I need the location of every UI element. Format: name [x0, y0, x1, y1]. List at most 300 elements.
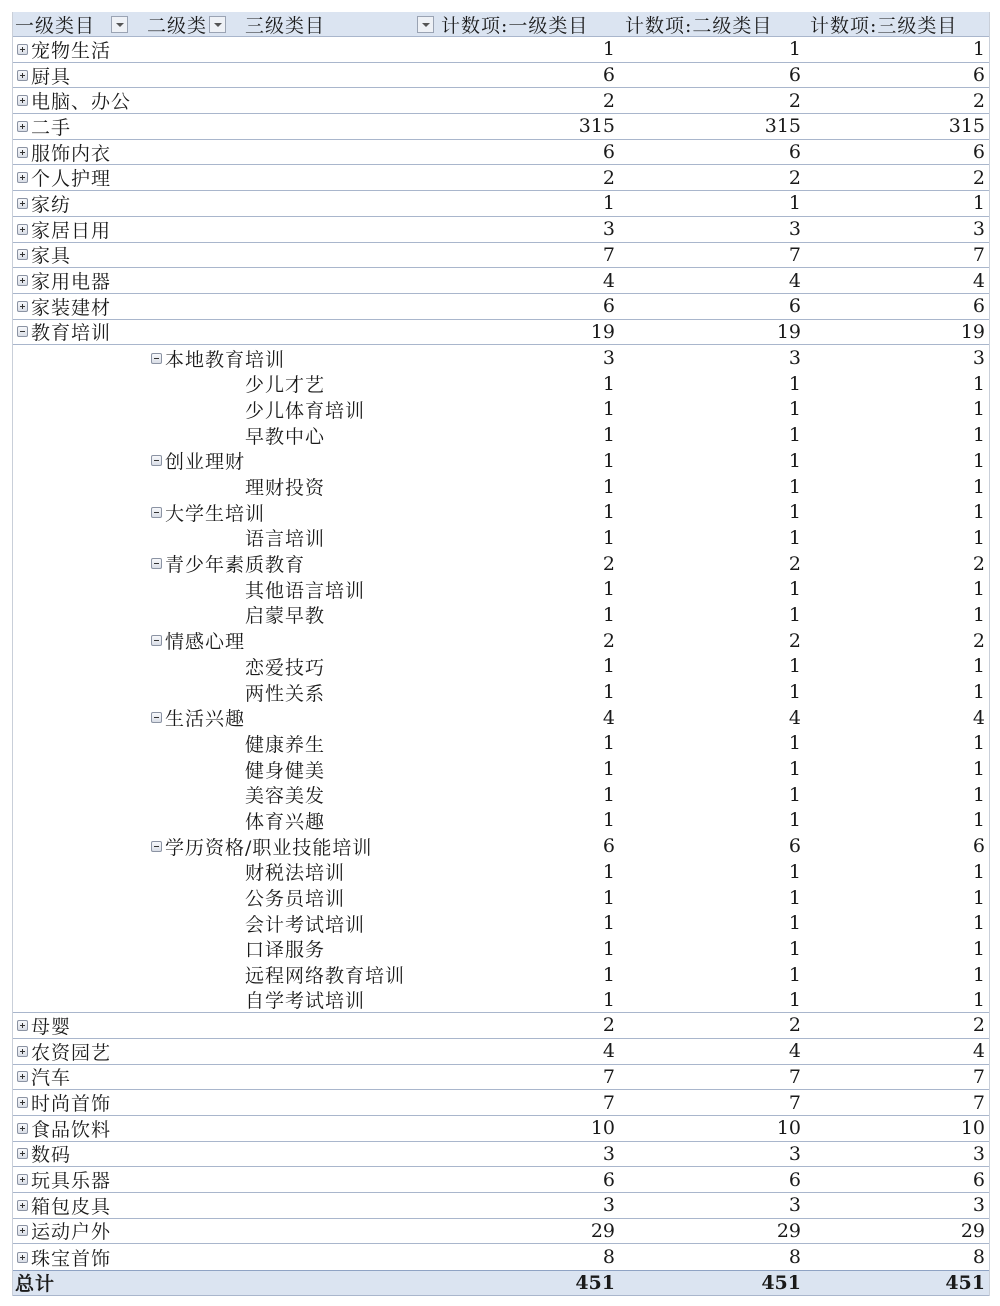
count-value-2: 1: [788, 732, 801, 755]
category-row-label-cell: [15, 217, 111, 242]
leaf-category-row-label-cell: [245, 859, 345, 885]
leaf-category-row-label[interactable]: 财税法培训: [245, 862, 346, 885]
leaf-category-row: [13, 987, 989, 1013]
leaf-category-row-label[interactable]: 两性关系: [245, 682, 326, 705]
collapse-minus-icon[interactable]: [17, 326, 28, 337]
count-value-3: 6: [972, 64, 985, 87]
category-row-label[interactable]: 电脑、办公: [31, 91, 132, 114]
category-row-label-cell: [15, 1219, 111, 1244]
leaf-category-row: [13, 474, 989, 500]
header-col3-label: 三级类目: [245, 14, 326, 37]
count-value-3: 1: [972, 192, 985, 215]
category-row-label-cell: [15, 1065, 71, 1090]
count-value-2: 19: [776, 320, 801, 343]
count-value-2: 1: [788, 578, 801, 601]
count-value-1: 1: [602, 38, 615, 61]
count-value-3: 1: [972, 937, 985, 960]
count-value-1: 1: [602, 988, 615, 1011]
count-value-2: 10: [776, 1117, 801, 1140]
count-value-1: 1: [602, 424, 615, 447]
count-value-3: 4: [972, 269, 985, 292]
count-value-2: 1: [788, 937, 801, 960]
leaf-category-row-label[interactable]: 健身健美: [245, 759, 326, 782]
count-value-1: 2: [602, 89, 615, 112]
count-value-1: 1: [602, 603, 615, 626]
header-col1: [15, 12, 128, 36]
grand-total-row: [13, 1270, 989, 1296]
category-row-label[interactable]: 厨具: [31, 65, 72, 88]
count-value-2: 6: [788, 295, 801, 318]
count-value-1: 1: [602, 449, 615, 472]
leaf-category-row-label-cell: [245, 808, 325, 834]
leaf-category-row-label-cell: [245, 731, 325, 757]
leaf-category-row: [13, 422, 989, 448]
count-value-2: 1: [788, 809, 801, 832]
expand-plus-icon[interactable]: [17, 249, 28, 260]
subcategory-row: [13, 448, 989, 474]
leaf-category-row-label[interactable]: 早教中心: [245, 425, 326, 448]
count-value-3: 3: [972, 218, 985, 241]
count-value-2: 7: [788, 243, 801, 266]
count-value-3: 3: [972, 1194, 985, 1217]
leaf-category-row-label[interactable]: 公务员培训: [245, 888, 346, 911]
count-value-1: 1: [602, 937, 615, 960]
subcategory-row-label-cell: [149, 345, 285, 371]
count-value-1: 1: [602, 912, 615, 935]
category-row: [13, 268, 989, 294]
collapse-minus-icon[interactable]: [151, 841, 162, 852]
count-value-2: 6: [788, 1168, 801, 1191]
leaf-category-row: [13, 962, 989, 988]
category-row-label-cell: [15, 243, 71, 268]
count-value-3: 2: [972, 89, 985, 112]
category-row-label[interactable]: 家纺: [31, 193, 72, 216]
leaf-category-row-label[interactable]: 美容美发: [245, 785, 326, 808]
category-row-label-cell: [15, 1116, 111, 1141]
count-value-3: 1: [972, 963, 985, 986]
count-value-1: 2: [602, 1014, 615, 1037]
leaf-category-row-label[interactable]: 理财投资: [245, 477, 326, 500]
category-row-label[interactable]: 宠物生活: [31, 39, 112, 62]
expand-plus-icon[interactable]: [17, 44, 28, 55]
leaf-category-row: [13, 525, 989, 551]
count-value-3: 10: [960, 1117, 985, 1140]
category-row: [13, 217, 989, 243]
subcategory-row-label[interactable]: 生活兴趣: [165, 708, 246, 731]
count-value-3: 315: [948, 115, 985, 138]
subcategory-row-label-cell: [149, 705, 245, 731]
category-row: [13, 1142, 989, 1168]
count-value-1: 3: [602, 218, 615, 241]
category-row: [13, 1090, 989, 1116]
category-row-label[interactable]: 玩具乐器: [31, 1170, 112, 1193]
expand-plus-icon[interactable]: [17, 1097, 28, 1108]
count-value-3: 3: [972, 1142, 985, 1165]
filter-dropdown-icon[interactable]: [111, 16, 128, 33]
category-row: [13, 1039, 989, 1065]
filter-dropdown-icon[interactable]: [417, 16, 434, 33]
category-row: [13, 1219, 989, 1245]
leaf-category-row: [13, 602, 989, 628]
subcategory-row-label[interactable]: 本地教育培训: [165, 348, 286, 371]
leaf-category-row: [13, 756, 989, 782]
count-value-2: 1: [788, 681, 801, 704]
count-value-2: 2: [788, 629, 801, 652]
leaf-category-row-label-cell: [245, 525, 325, 551]
count-value-1: 6: [602, 64, 615, 87]
count-value-2: 1: [788, 758, 801, 781]
count-value-3: 1: [972, 758, 985, 781]
leaf-category-row-label-cell: [245, 576, 365, 602]
expand-plus-icon[interactable]: [17, 147, 28, 158]
expand-plus-icon[interactable]: [17, 198, 28, 209]
leaf-category-row-label[interactable]: 体育兴趣: [245, 810, 326, 833]
count-value-3: 1: [972, 424, 985, 447]
expand-plus-icon[interactable]: [17, 121, 28, 132]
subcategory-row: [13, 833, 989, 859]
category-row-label[interactable]: 食品饮料: [31, 1118, 112, 1141]
category-row-expanded: [13, 320, 989, 346]
subcategory-row-label-cell: [149, 833, 372, 859]
count-value-2: 7: [788, 1091, 801, 1114]
count-value-1: 1: [602, 886, 615, 909]
header-col2-label: 二级类: [147, 14, 208, 37]
count-value-2: 4: [788, 706, 801, 729]
count-value-2: 1: [788, 398, 801, 421]
leaf-category-row: [13, 782, 989, 808]
category-row-label-cell: [15, 1244, 111, 1270]
count-value-3: 1: [972, 398, 985, 421]
collapse-minus-icon[interactable]: [151, 507, 162, 518]
expand-plus-icon[interactable]: [17, 275, 28, 286]
leaf-category-row-label[interactable]: 少儿体育培训: [245, 399, 366, 422]
category-row-expanded-label[interactable]: 教育培训: [31, 322, 112, 345]
category-row-label-cell: [15, 294, 111, 319]
count-value-3: 1: [972, 809, 985, 832]
grand-total-val2: 451: [761, 1271, 801, 1294]
leaf-category-row-label-cell: [245, 756, 325, 782]
count-value-1: 1: [602, 192, 615, 215]
count-value-3: 2: [972, 1014, 985, 1037]
category-row-label[interactable]: 汽车: [31, 1067, 72, 1090]
category-row-label-cell: [15, 1090, 111, 1115]
count-value-2: 1: [788, 963, 801, 986]
count-value-2: 2: [788, 552, 801, 575]
collapse-minus-icon[interactable]: [151, 353, 162, 364]
count-value-2: 2: [788, 1014, 801, 1037]
category-row: [13, 1193, 989, 1219]
category-row-label[interactable]: 珠宝首饰: [31, 1247, 112, 1270]
count-value-3: 1: [972, 475, 985, 498]
category-row-label-cell: [15, 63, 71, 88]
count-value-1: 6: [602, 295, 615, 318]
category-row: [13, 37, 989, 63]
expand-plus-icon[interactable]: [17, 1046, 28, 1057]
count-value-2: 315: [764, 115, 801, 138]
category-row: [13, 140, 989, 166]
count-value-2: 29: [776, 1219, 801, 1242]
leaf-category-row-label[interactable]: 口译服务: [245, 939, 326, 962]
count-value-1: 1: [602, 372, 615, 395]
subcategory-row: [13, 499, 989, 525]
count-value-3: 1: [972, 526, 985, 549]
count-value-2: 3: [788, 1194, 801, 1217]
collapse-minus-icon[interactable]: [151, 455, 162, 466]
count-value-3: 6: [972, 295, 985, 318]
count-value-1: 6: [602, 835, 615, 858]
count-value-2: 1: [788, 449, 801, 472]
leaf-category-row: [13, 910, 989, 936]
count-value-2: 6: [788, 64, 801, 87]
leaf-category-row-label[interactable]: 恋爱技巧: [245, 656, 326, 679]
count-value-2: 1: [788, 192, 801, 215]
count-value-3: 6: [972, 835, 985, 858]
leaf-category-row-label-cell: [245, 654, 325, 680]
expand-plus-icon[interactable]: [17, 95, 28, 106]
count-value-2: 4: [788, 269, 801, 292]
count-value-2: 1: [788, 912, 801, 935]
count-value-1: 1: [602, 398, 615, 421]
leaf-category-row-label[interactable]: 其他语言培训: [245, 579, 366, 602]
category-row-label[interactable]: 家具: [31, 245, 72, 268]
subcategory-row-label-cell: [149, 628, 245, 654]
category-row-label[interactable]: 母婴: [31, 1015, 72, 1038]
header-col3: [245, 12, 325, 36]
category-row: [13, 243, 989, 269]
count-value-3: 19: [960, 320, 985, 343]
expand-plus-icon[interactable]: [17, 1071, 28, 1082]
subcategory-row-label[interactable]: 学历资格/职业技能培训: [165, 836, 373, 859]
leaf-category-row-label[interactable]: 语言培训: [245, 528, 326, 551]
count-value-2: 1: [788, 501, 801, 524]
count-value-1: 8: [602, 1246, 615, 1269]
category-row-label-cell: [15, 268, 111, 293]
category-row-label-cell: [15, 1193, 111, 1218]
category-row: [13, 63, 989, 89]
leaf-category-row-label-cell: [245, 602, 325, 628]
count-value-2: 6: [788, 835, 801, 858]
expand-plus-icon[interactable]: [17, 70, 28, 81]
count-value-3: 1: [972, 449, 985, 472]
category-row-label[interactable]: 二手: [31, 116, 72, 139]
count-value-1: 29: [590, 1219, 615, 1242]
subcategory-row-label[interactable]: 青少年素质教育: [165, 554, 306, 577]
header-col2: [147, 12, 226, 36]
count-value-3: 1: [972, 681, 985, 704]
count-value-3: 2: [972, 552, 985, 575]
count-value-3: 1: [972, 860, 985, 883]
count-value-3: 1: [972, 783, 985, 806]
count-value-3: 1: [972, 655, 985, 678]
count-value-1: 6: [602, 1168, 615, 1191]
header-val2: 计数项:二级类目: [625, 14, 773, 37]
leaf-category-row: [13, 885, 989, 911]
count-value-2: 1: [788, 655, 801, 678]
count-value-3: 7: [972, 1091, 985, 1114]
collapse-minus-icon[interactable]: [151, 558, 162, 569]
leaf-category-row-label-cell: [245, 397, 365, 423]
count-value-3: 2: [972, 166, 985, 189]
count-value-3: 1: [972, 501, 985, 524]
leaf-category-row-label[interactable]: 启蒙早教: [245, 605, 326, 628]
count-value-2: 6: [788, 141, 801, 164]
count-value-1: 315: [578, 115, 615, 138]
leaf-category-row-label-cell: [245, 987, 365, 1012]
expand-plus-icon[interactable]: [17, 1148, 28, 1159]
count-value-3: 6: [972, 1168, 985, 1191]
count-value-2: 1: [788, 38, 801, 61]
pivot-body: [13, 37, 989, 1270]
count-value-2: 3: [788, 1142, 801, 1165]
count-value-1: 3: [602, 1142, 615, 1165]
leaf-category-row: [13, 371, 989, 397]
leaf-category-row-label-cell: [245, 422, 325, 448]
category-row-label[interactable]: 数码: [31, 1144, 72, 1167]
count-value-1: 7: [602, 1065, 615, 1088]
leaf-category-row: [13, 859, 989, 885]
category-row: [13, 1065, 989, 1091]
category-row-label[interactable]: 家居日用: [31, 219, 112, 242]
category-row: [13, 294, 989, 320]
leaf-category-row: [13, 654, 989, 680]
expand-plus-icon[interactable]: [17, 1200, 28, 1211]
count-value-1: 1: [602, 783, 615, 806]
count-value-1: 4: [602, 269, 615, 292]
count-value-1: 4: [602, 1040, 615, 1063]
count-value-1: 1: [602, 526, 615, 549]
count-value-2: 7: [788, 1065, 801, 1088]
leaf-category-row-label[interactable]: 自学考试培训: [245, 990, 366, 1013]
count-value-3: 1: [972, 578, 985, 601]
count-value-1: 1: [602, 758, 615, 781]
count-value-3: 1: [972, 372, 985, 395]
expand-plus-icon[interactable]: [17, 1174, 28, 1185]
subcategory-row: [13, 628, 989, 654]
count-value-1: 4: [602, 706, 615, 729]
leaf-category-row: [13, 808, 989, 834]
count-value-3: 1: [972, 912, 985, 935]
count-value-3: 1: [972, 732, 985, 755]
category-row-label[interactable]: 农资园艺: [31, 1041, 112, 1064]
category-row-label[interactable]: 箱包皮具: [31, 1195, 112, 1218]
category-row: [13, 1167, 989, 1193]
header-col3-filter: [417, 12, 434, 36]
leaf-category-row-label-cell: [245, 936, 325, 962]
header-val3: 计数项:三级类目: [810, 14, 958, 37]
leaf-category-row-label-cell: [245, 782, 325, 808]
collapse-minus-icon[interactable]: [151, 635, 162, 646]
category-row-label-cell: [15, 1142, 71, 1167]
category-row: [13, 191, 989, 217]
grand-total-val3: 451: [945, 1271, 985, 1294]
category-row: [13, 114, 989, 140]
expand-plus-icon[interactable]: [17, 172, 28, 183]
count-value-1: 6: [602, 141, 615, 164]
count-value-1: 1: [602, 732, 615, 755]
leaf-category-row-label-cell: [245, 474, 325, 500]
category-row-label[interactable]: 家用电器: [31, 271, 112, 294]
leaf-category-row-label[interactable]: 远程网络教育培训: [245, 965, 406, 988]
expand-plus-icon[interactable]: [17, 301, 28, 312]
count-value-1: 2: [602, 552, 615, 575]
count-value-2: 2: [788, 166, 801, 189]
count-value-3: 1: [972, 38, 985, 61]
leaf-category-row-label-cell: [245, 962, 405, 988]
count-value-2: 8: [788, 1246, 801, 1269]
count-value-3: 29: [960, 1219, 985, 1242]
subcategory-row: [13, 551, 989, 577]
category-row-label-cell: [15, 191, 71, 216]
subcategory-row-label[interactable]: 情感心理: [165, 631, 246, 654]
category-row-label-cell: [15, 114, 71, 139]
count-value-1: 10: [590, 1117, 615, 1140]
count-value-3: 7: [972, 1065, 985, 1088]
pivot-table: [12, 12, 990, 1296]
count-value-1: 2: [602, 166, 615, 189]
header-val1: 计数项:一级类目: [441, 14, 589, 37]
category-row-label[interactable]: 个人护理: [31, 168, 112, 191]
count-value-2: 1: [788, 603, 801, 626]
expand-plus-icon[interactable]: [17, 1225, 28, 1236]
count-value-1: 1: [602, 681, 615, 704]
count-value-3: 4: [972, 1040, 985, 1063]
leaf-category-row: [13, 679, 989, 705]
count-value-1: 1: [602, 501, 615, 524]
count-value-2: 1: [788, 886, 801, 909]
count-value-3: 1: [972, 886, 985, 909]
count-value-1: 7: [602, 1091, 615, 1114]
count-value-3: 2: [972, 629, 985, 652]
count-value-1: 1: [602, 809, 615, 832]
grand-total-label: 总计: [15, 1273, 56, 1296]
expand-plus-icon[interactable]: [17, 1020, 28, 1031]
count-value-3: 8: [972, 1246, 985, 1269]
expand-plus-icon[interactable]: [17, 1123, 28, 1134]
count-value-2: 3: [788, 347, 801, 370]
expand-plus-icon[interactable]: [17, 1252, 28, 1263]
count-value-3: 4: [972, 706, 985, 729]
category-row-label-cell: [15, 165, 111, 190]
category-row: [13, 1013, 989, 1039]
category-row-label[interactable]: 服饰内衣: [31, 142, 112, 165]
category-row-label[interactable]: 家装建材: [31, 296, 112, 319]
leaf-category-row: [13, 936, 989, 962]
leaf-category-row-label[interactable]: 健康养生: [245, 733, 326, 756]
collapse-minus-icon[interactable]: [151, 712, 162, 723]
category-row: [13, 88, 989, 114]
count-value-2: 1: [788, 988, 801, 1011]
leaf-category-row-label-cell: [245, 910, 365, 936]
subcategory-row-label-cell: [149, 499, 265, 525]
subcategory-row-label-cell: [149, 448, 245, 474]
leaf-category-row: [13, 576, 989, 602]
expand-plus-icon[interactable]: [17, 224, 28, 235]
count-value-2: 1: [788, 783, 801, 806]
subcategory-row-label[interactable]: 创业理财: [165, 451, 246, 474]
count-value-3: 6: [972, 141, 985, 164]
leaf-category-row-label[interactable]: 少儿才艺: [245, 374, 326, 397]
filter-dropdown-icon[interactable]: [209, 16, 226, 33]
count-value-2: 1: [788, 475, 801, 498]
category-row-label[interactable]: 运动户外: [31, 1221, 112, 1244]
category-row: [13, 165, 989, 191]
leaf-category-row-label[interactable]: 会计考试培训: [245, 913, 366, 936]
subcategory-row-label[interactable]: 大学生培训: [165, 502, 266, 525]
category-row-label-cell: [15, 1013, 71, 1038]
category-row-label[interactable]: 时尚首饰: [31, 1093, 112, 1116]
subcategory-row: [13, 345, 989, 371]
count-value-1: 1: [602, 475, 615, 498]
